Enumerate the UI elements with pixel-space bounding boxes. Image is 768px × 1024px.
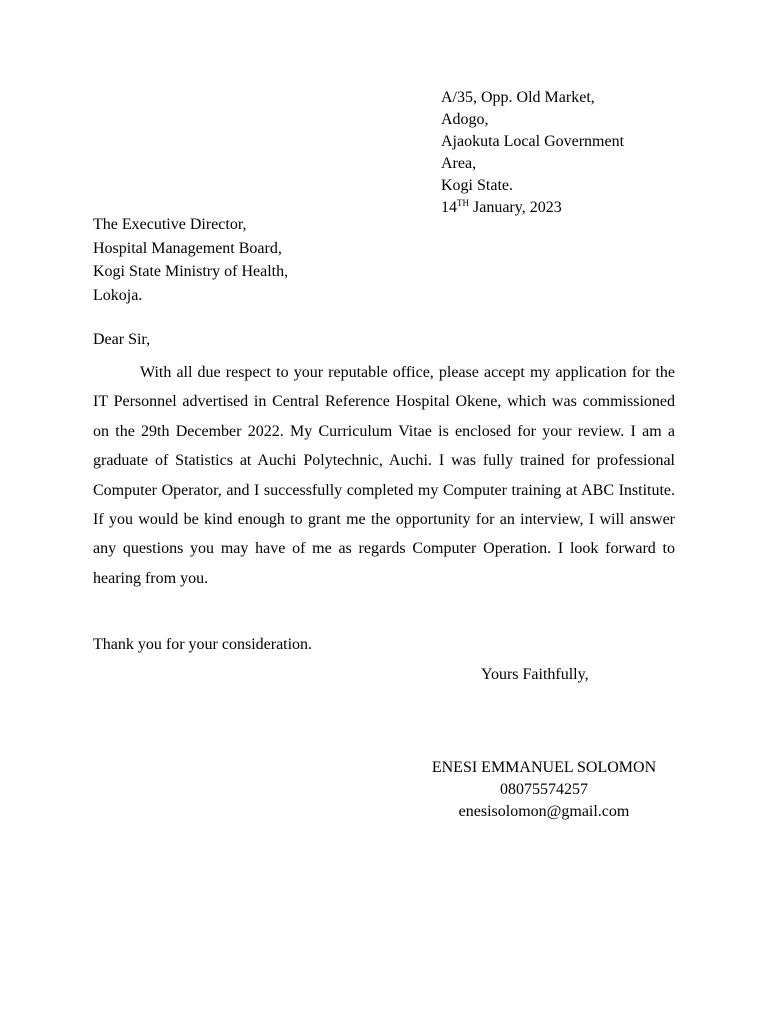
recipient-line: Lokoja. [93,286,143,304]
thanks-line: Thank you for your consideration. [93,636,313,653]
date-suffix: TH [457,198,469,208]
letter-date [441,197,624,219]
sender-address-line: Kogi State. [441,177,513,194]
recipient-line: The Executive Director, [93,216,247,233]
signature-block [394,757,694,823]
signer-email: enesisolomon@gmail.com [458,803,630,820]
closing-line: Yours Faithfully, [481,666,589,683]
recipient-address [93,213,288,307]
signer-name: ENESI EMMANUEL SOLOMON [431,759,657,776]
recipient-line: Hospital Management Board, [93,239,282,257]
recipient-line: Kogi State Ministry of Health, [93,263,289,280]
sender-address-line: Area, [441,155,477,172]
body-paragraph: With all due respect to your reputable office, please accept my application for the IT Personnel advertised in Central Reference Hospital Okene, which was commissioned on the 29th December 2022. My Curriculum Vitae is enclosed for your review. I am a graduate of Statistics at Auchi Polytechnic, Auchi. I was fully trained for professional Computer Operator, and I successfully completed my Computer training at ABC Institute. If you would be kind enough to grant me the opportunity for an interview, I will answer any questions you may have of me as regards Computer Operation. I look forward to hearing from you. [93,364,675,587]
sender-address-line: A/35, Opp. Old Market, [441,89,595,106]
salutation: Dear Sir, [93,331,151,348]
date-day: 14 [441,199,457,216]
date-month-year: January, 2023 [469,199,562,216]
sender-address-line: Adogo, [441,111,489,128]
sender-address-line: Ajaokuta Local Government [441,133,625,150]
signer-phone: 08075574257 [500,781,588,798]
sender-address [441,87,624,219]
